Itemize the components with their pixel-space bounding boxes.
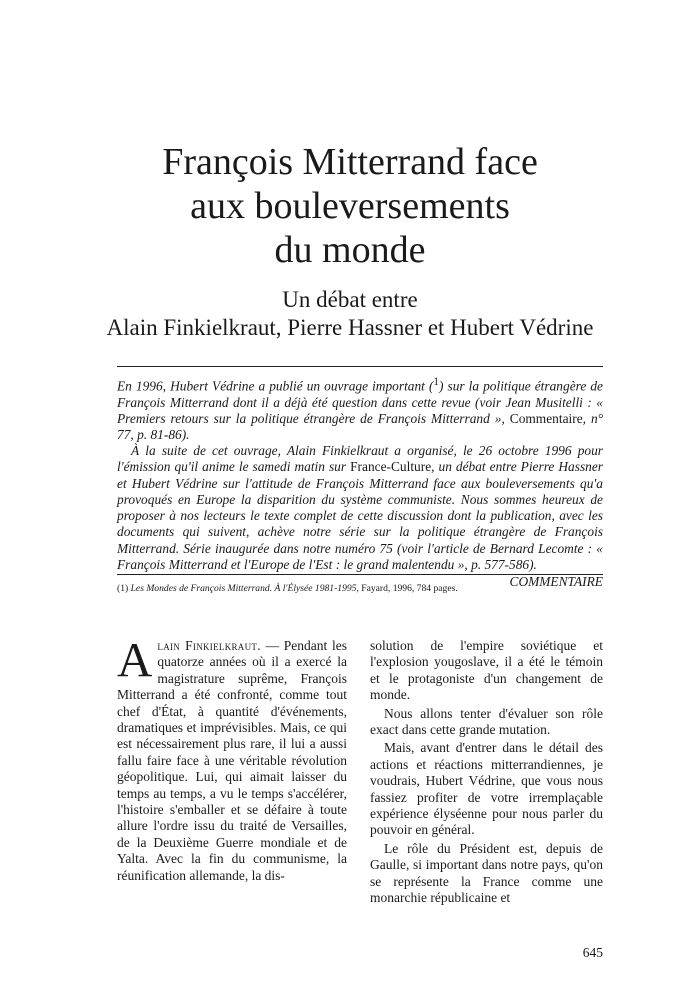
footnote-book-title: Les Mondes de François Mitterrand. À l'Élysée 1981-1995 <box>130 583 357 594</box>
intro-p1-text-c: , n° 77, p. 81-86). <box>117 410 604 443</box>
page-number: 645 <box>582 945 603 960</box>
intro-bottom-rule <box>117 574 603 575</box>
intro-top-rule <box>117 366 603 367</box>
intro-p2-text-b: , un débat entre Pierre Hassner et Hubert Védrine sur l'attitude de François Mitterrand face aux bouleversements qu'a provoqués en Europe la disparition du système communiste. Nous sommes heureux de proposer à nos lecteurs le texte complet de cette discussion dont la publication, avec les documents qui suivent, achève notre série sur la politique étrangère de François Mitterrand. Série inaugurée dans notre numéro 75 (voir l'article de Bernard Lecomte : « François Mitterrand et l'Europe de l'Est : le grand malentendu », p. 577-586). <box>117 459 604 572</box>
intro-signature: COMMENTAIRE <box>509 573 603 589</box>
body-paragraph-2: Nous allons tenter d'évaluer son rôle exact dans cette grande mutation. <box>370 705 603 738</box>
title-line-1: François Mitterrand face <box>162 141 538 183</box>
intro-paragraph-1 <box>117 374 603 443</box>
body-paragraph-3: Mais, avant d'entrer dans le détail des actions et réactions mitterrandiennes, je voudrais, Hubert Védrine, que vous nous fassiez profiter de votre irremplaçable expérience élyséenne pour nous parler du pouvoir en général. <box>370 740 603 838</box>
body-column-left <box>117 632 347 886</box>
intro-p1-text-b: ) sur la politique étrangère de François Mitterrand dont il a déjà été question dans cette revue (voir Jean Musitelli : « Premiers retours sur la politique étrangère de François Mitterrand », <box>117 378 603 426</box>
subtitle-line-2: Alain Finkielkraut, Pierre Hassner et Hubert Védrine <box>106 315 594 340</box>
body-p1-text: — Pendant les quatorze années où il a exercé la magistrature suprême, François Mitterrand a été confronté, comme tout chef d'État, à quantité d'événements, dramatiques et imprévisibles. Mais, ce qui est nécessairement plus rare, il lui a aussi fallu faire face à une véritable révolution géopolitique. Lui, qui aimait laisser du temps au temps, a vu le temps s'accélérer, l'histoire s'emballer et se défaire à toute allure l'ordre issu du traité de Versailles, de la Deuxième Guerre mondiale et de Yalta. Avec la fin du communisme, la réunification allemande, la dis- <box>117 638 347 883</box>
body-paragraph-1-continued: solution de l'empire soviétique et l'explosion yougoslave, il a été le témoin et le protagoniste d'un changement de monde. <box>370 638 603 703</box>
intro-paragraph-2 <box>117 443 603 573</box>
body-paragraph-4: Le rôle du Président est, depuis de Gaulle, si important dans notre pays, qu'on se représente la France comme une monarchie républicaine et <box>370 840 603 906</box>
intro-p1-text-a: En 1996, Hubert Védrine a publié un ouvrage important ( <box>117 378 434 394</box>
footnote-marker: (1) <box>117 583 131 594</box>
article-title <box>100 140 600 272</box>
title-line-3: du monde <box>274 229 426 271</box>
title-line-2: aux bouleversements <box>190 185 510 227</box>
body-column-right <box>370 638 603 909</box>
body-paragraph-1 <box>117 632 347 884</box>
editorial-intro <box>117 374 603 590</box>
subtitle-line-1: Un débat entre <box>282 287 418 312</box>
drop-cap: A <box>117 632 153 687</box>
footnote <box>117 583 603 595</box>
radio-station-name: France-Culture <box>350 459 432 475</box>
journal-name: Commentaire <box>509 410 583 426</box>
intro-p2-text-a: À la suite de cet ouvrage, Alain Finkielkraut a organisé, le 26 octobre 1996 pour l'émission qu'il anime le samedi matin sur <box>117 443 603 475</box>
footnote-publisher: , Fayard, 1996, 784 pages. <box>356 583 458 594</box>
footnote-reference: 1 <box>433 376 439 388</box>
speaker-name: lain Finkielkraut. <box>157 638 261 653</box>
article-subtitle <box>60 286 640 342</box>
